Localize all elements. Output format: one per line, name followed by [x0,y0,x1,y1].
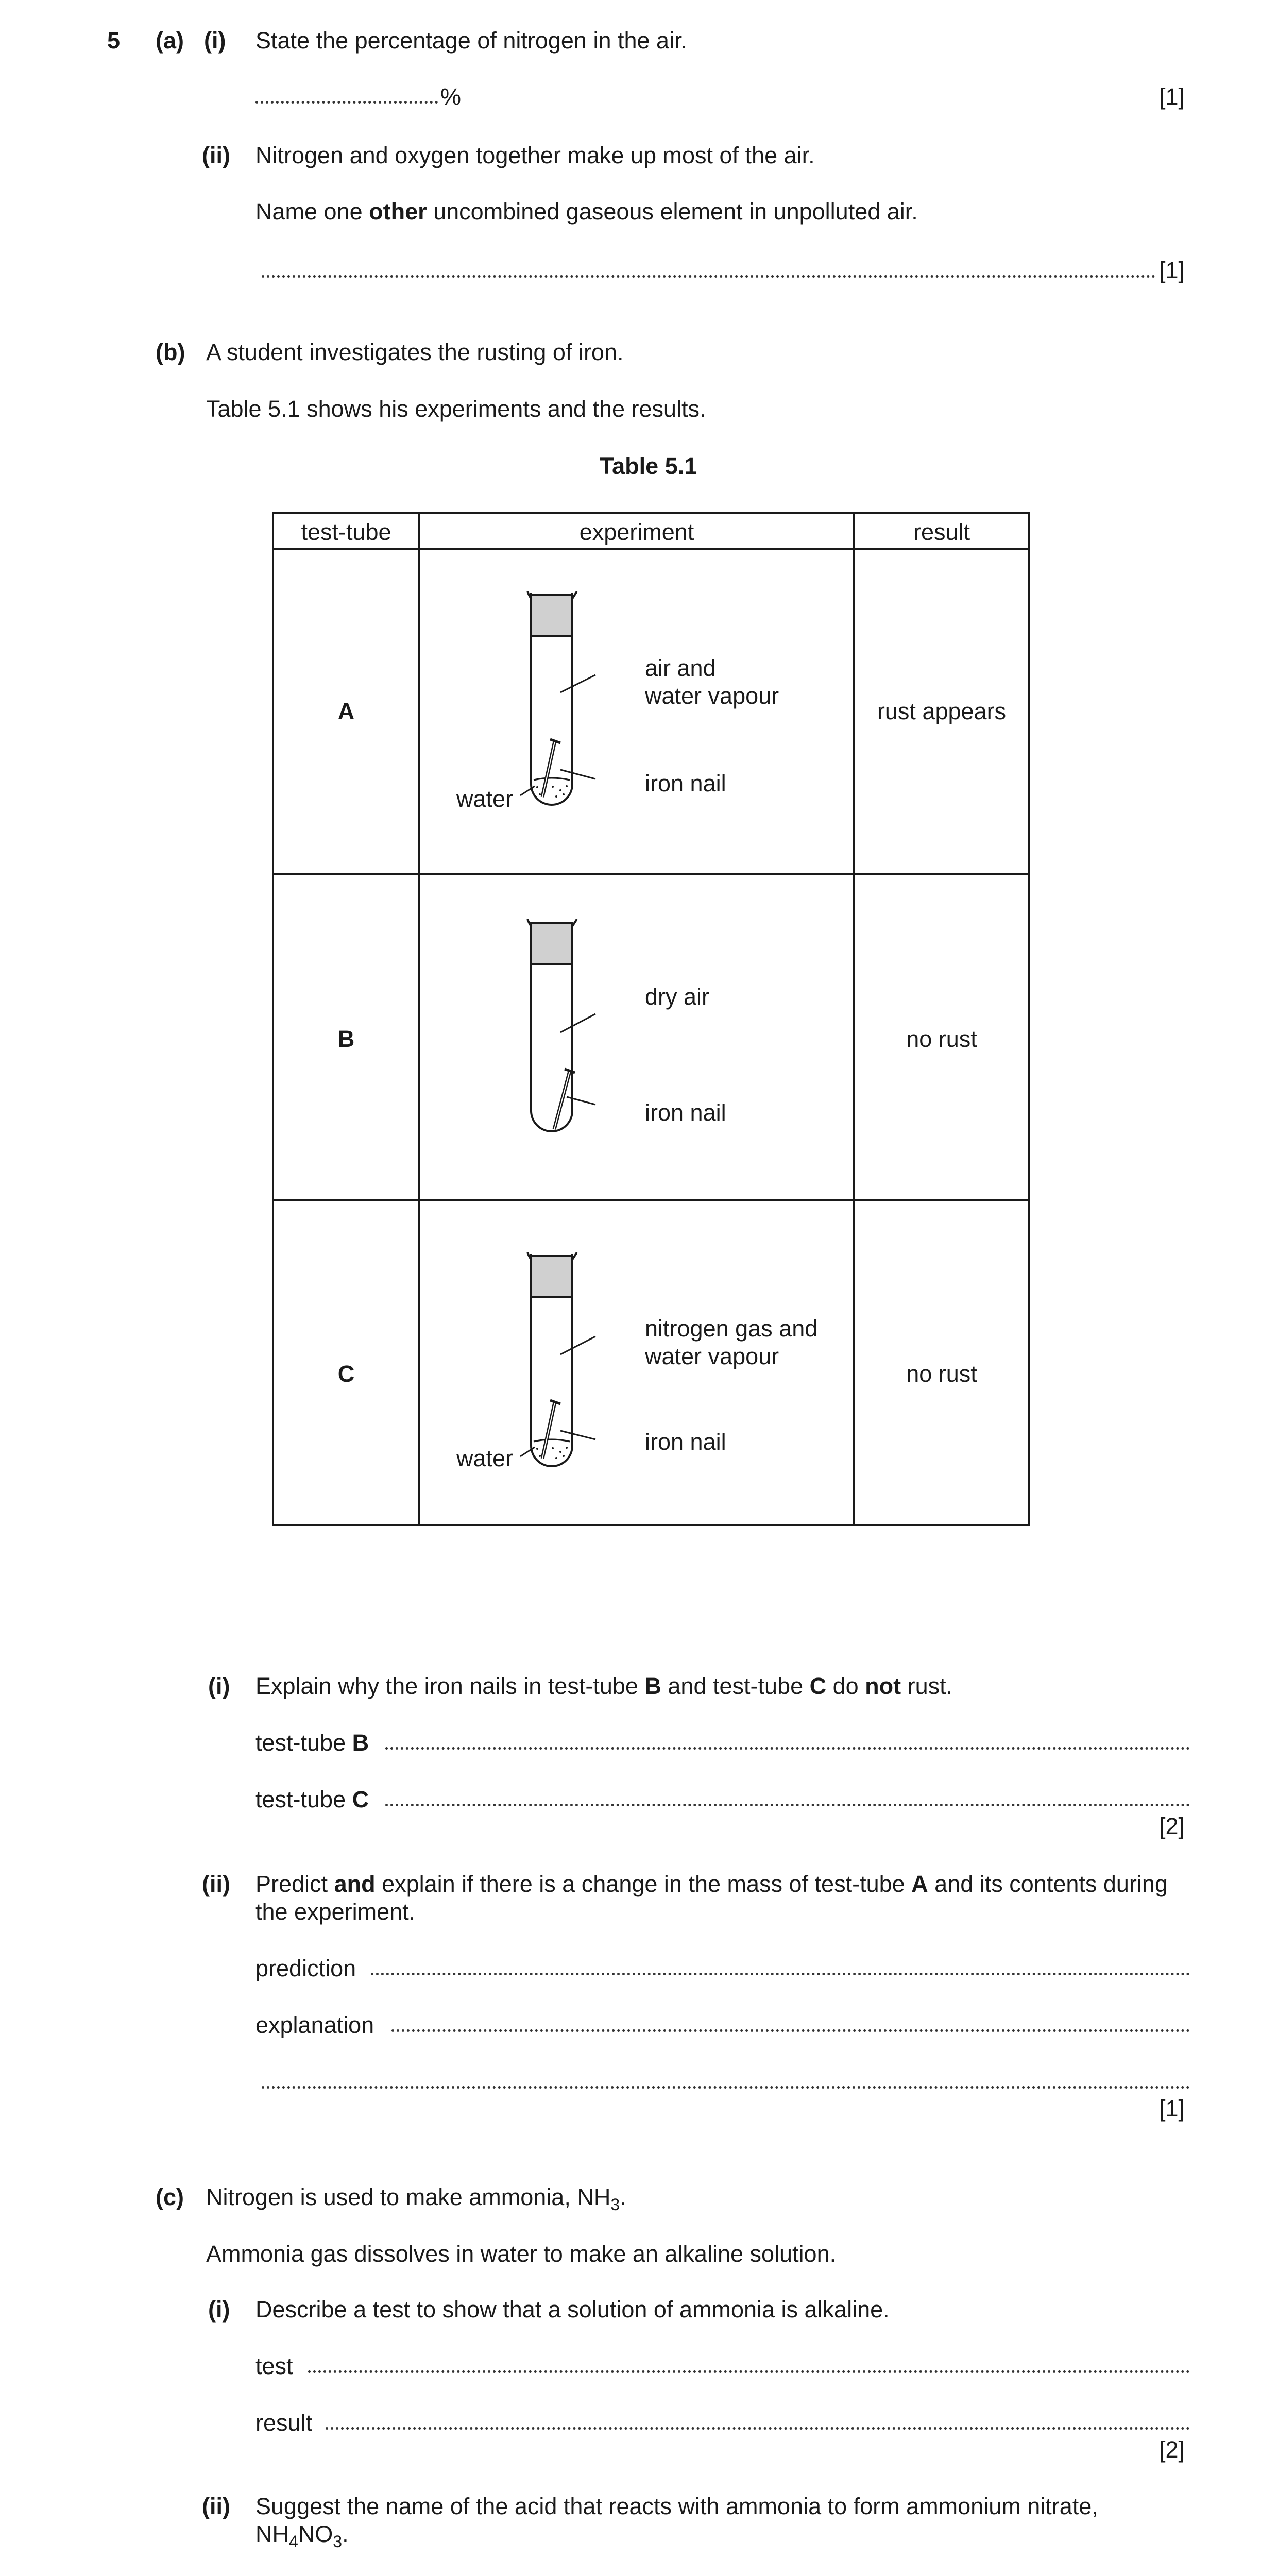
marks-a-i: [1] [1159,83,1185,110]
label-nitrogen-gas-and: nitrogen gas and [645,1315,818,1342]
label-water-vapour-c: water vapour [645,1343,779,1369]
table-title: Table 5.1 [600,453,697,479]
part-b-ii-question: Predict and explain if there is a change in the mass of test-tube A and its contents during [255,1871,1168,1897]
answer-line-b-i-tube-c[interactable] [385,1804,1190,1806]
part-a-i-question: State the percentage of nitrogen in the air. [255,27,688,54]
question-number: 5 [107,27,121,54]
tube-label-a: A [337,698,355,724]
label-dry-air: dry air [645,984,710,1010]
part-b-intro-2: Table 5.1 shows his experiments and the results. [206,396,706,422]
part-c-intro: Nitrogen is used to make ammonia, $NH_3$. [206,2184,626,2214]
answer-line-a-ii[interactable] [262,275,1155,278]
test-tube-c-line-label: test-tube C [255,1786,369,1812]
part-b-ii-question-line-2: the experiment. [255,1899,416,1925]
answer-line-b-ii-extra[interactable] [262,2086,1190,2089]
part-c-i-question: Describe a test to show that a solution of ammonia is alkaline. [255,2296,890,2323]
tube-label-c: C [337,1361,355,1387]
part-a-i-label: (i) [204,27,226,54]
label-water-a: water [456,786,514,812]
part-a-ii-label: (ii) [202,142,230,168]
test-tube-b-diagram [527,919,595,1131]
part-b-ii-label: (ii) [202,1871,230,1897]
answer-line-a-i[interactable] [255,101,438,104]
label-iron-nail-b: iron nail [645,1099,726,1126]
test-label: test [255,2353,293,2379]
label-water-vapour-a: water vapour [645,683,779,709]
part-a-label: (a) [156,27,184,54]
part-c-label: (c) [156,2184,184,2210]
test-tube-a-diagram [520,591,595,805]
part-c-i-label: (i) [208,2296,230,2323]
header-test-tube: test-tube [301,519,391,545]
marks-b-ii: [1] [1159,2095,1185,2122]
label-air-and: air and [645,655,716,681]
part-a-ii-instruction: Name one other uncombined gaseous element in unpolluted air. [255,198,918,225]
result-b: no rust [906,1026,977,1052]
answer-line-result[interactable] [326,2427,1190,2430]
marks-a-ii: [1] [1159,257,1185,283]
header-result: result [913,519,970,545]
part-b-intro: A student investigates the rusting of iron. [206,339,624,365]
part-c-ii-label: (ii) [202,2493,230,2519]
part-c-ii-question: Suggest the name of the acid that reacts with ammonia to form ammonium nitrate, [255,2493,1098,2519]
table-5-1 [272,512,1031,1527]
answer-line-b-i-tube-b[interactable] [385,1747,1190,1750]
explanation-label: explanation [255,2012,374,2038]
tube-label-b: B [337,1026,355,1052]
part-a-ii-question: Nitrogen and oxygen together make up most of the air. [255,142,815,168]
marks-b-i: [2] [1159,1813,1185,1839]
header-experiment: experiment [579,519,694,545]
ammonium-nitrate-formula: $NH_4NO_3$. [255,2521,349,2551]
part-b-i-question: Explain why the iron nails in test-tube B and test-tube C do not rust. [255,1673,953,1699]
label-water-c: water [456,1445,514,1471]
part-b-i-label: (i) [208,1673,230,1699]
part-b-label: (b) [156,339,185,365]
marks-c-i: [2] [1159,2436,1185,2463]
result-a: rust appears [877,698,1007,724]
prediction-label: prediction [255,1955,356,1981]
label-iron-nail-a: iron nail [645,770,726,796]
answer-line-prediction[interactable] [371,1973,1190,1975]
percent-unit: % [440,83,462,110]
label-iron-nail-c: iron nail [645,1429,726,1455]
answer-line-explanation[interactable] [391,2029,1190,2032]
part-c-intro-2: Ammonia gas dissolves in water to make an alkaline solution. [206,2241,837,2267]
result-c: no rust [906,1361,977,1387]
test-tube-b-line-label: test-tube B [255,1730,369,1756]
answer-line-test[interactable] [308,2370,1190,2373]
test-tube-c-diagram [520,1252,595,1466]
result-label: result [255,2410,313,2436]
